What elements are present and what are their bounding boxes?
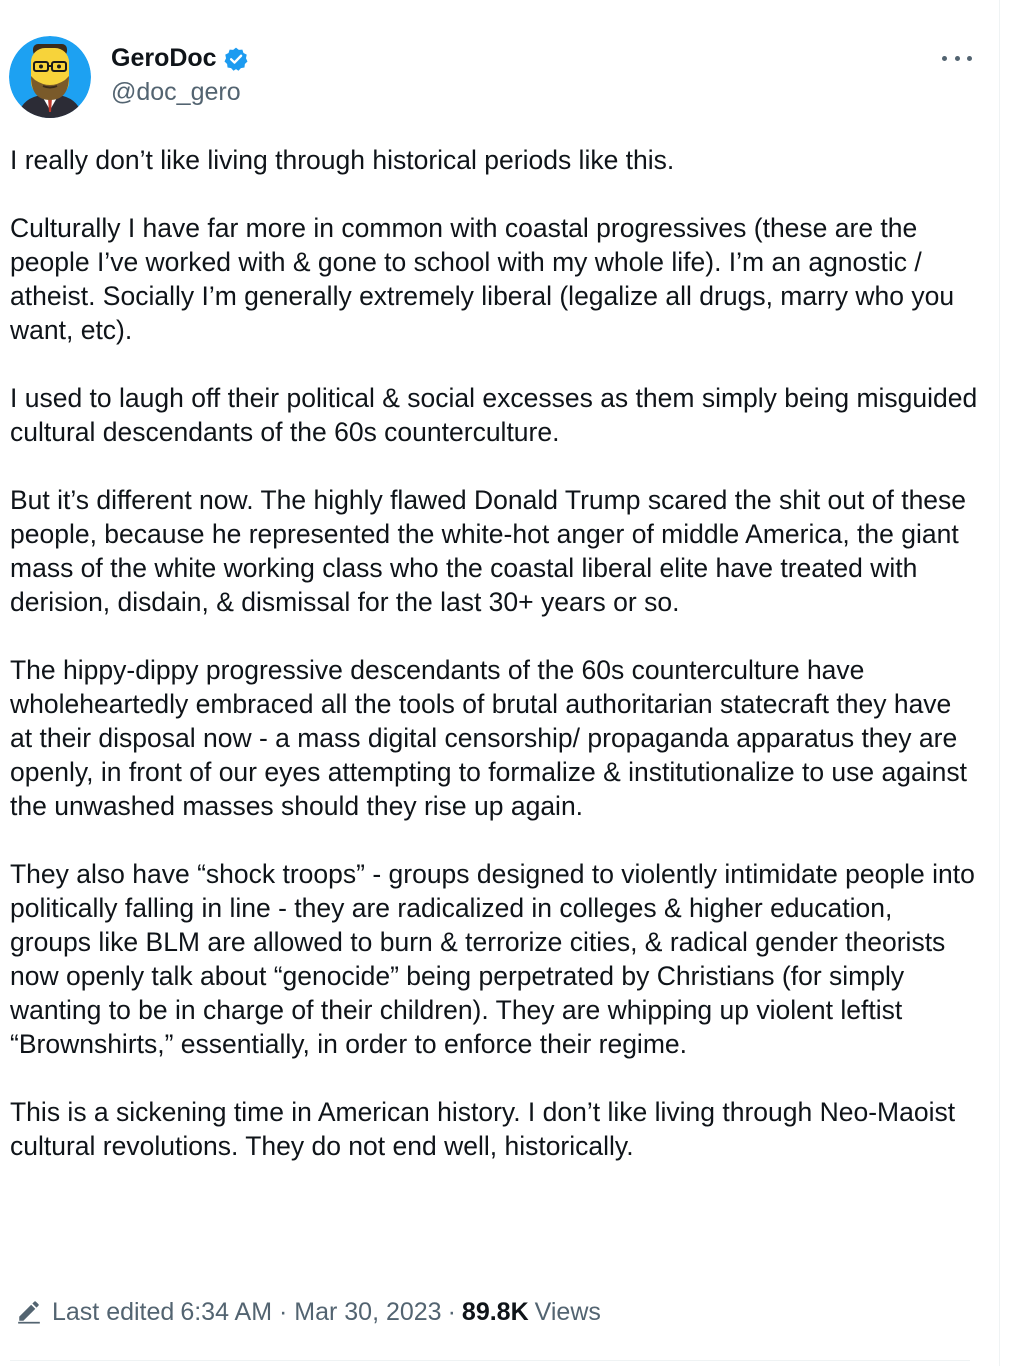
verified-badge-icon xyxy=(223,46,249,72)
tweet-paragraph: They also have “shock troops” - groups designed to violently intimidate people into politically falling in line - they are radicalized in colleges & higher education, groups like BLM are allowed to burn & terrorize cities, & radical gender theorists now openly talk about “genocide” being perpetrated by Christians (for simply wanting to be in charge of their children). They are whipping up violent leftist “Brownshirts,” essentially, in order to enforce their regime. xyxy=(10,859,975,1059)
pencil-icon xyxy=(16,1298,42,1324)
more-options-button[interactable] xyxy=(942,48,972,68)
tweet-paragraph: I really don’t like living through historical periods like this. xyxy=(10,145,675,175)
user-handle[interactable]: @doc_gero xyxy=(111,78,241,106)
tweet-meta xyxy=(16,1294,601,1327)
divider xyxy=(10,1360,970,1361)
views-count: 89.8K xyxy=(461,1298,529,1326)
more-horizontal-icon xyxy=(942,56,947,61)
display-name[interactable]: GeroDoc xyxy=(111,44,217,72)
tweet-text xyxy=(10,143,980,1163)
tweet-paragraph: The hippy-dippy progressive descendants of the 60s counterculture have wholeheartedly embraced all the tools of brutal authoritarian statecraft they have at their disposal now - a mass digital censorship/ propaganda apparatus they are openly, in front of our eyes attempting to formalize & institutionalize to use against the unwashed masses should they rise up again. xyxy=(10,655,967,821)
name-row xyxy=(111,44,249,73)
cartoon-avatar-icon xyxy=(9,36,91,118)
views-label: Views xyxy=(534,1298,601,1326)
separator: · xyxy=(447,1298,456,1326)
tweet-paragraph: But it’s different now. The highly flawed Donald Trump scared the shit out of these people, because he represented the white-hot anger of middle America, the giant mass of the white working class who the coastal liberal elite have treated with derision, disdain, & dismissal for the last 30+ years or so. xyxy=(10,485,967,617)
tweet-paragraph: This is a sickening time in American history. I don’t like living through Neo-Maoist cultural revolutions. They do not end well, historically. xyxy=(10,1097,956,1161)
timestamp-link[interactable]: 6:34 AM · Mar 30, 2023 xyxy=(180,1298,442,1326)
tweet-paragraph: I used to laugh off their political & social excesses as them simply being misguided cultural descendants of the 60s counterculture. xyxy=(10,383,978,447)
tweet-header xyxy=(9,36,984,120)
avatar[interactable] xyxy=(9,36,91,118)
last-edited-link[interactable]: Last edited xyxy=(52,1298,175,1326)
tweet-paragraph: Culturally I have far more in common with coastal progressives (these are the people I’ve worked with & gone to school with my whole life). I’m an agnostic / atheist. Socially I’m generally extremely liberal (legalize all drugs, marry who you want, etc). xyxy=(10,213,955,345)
content-border xyxy=(999,0,1000,1366)
